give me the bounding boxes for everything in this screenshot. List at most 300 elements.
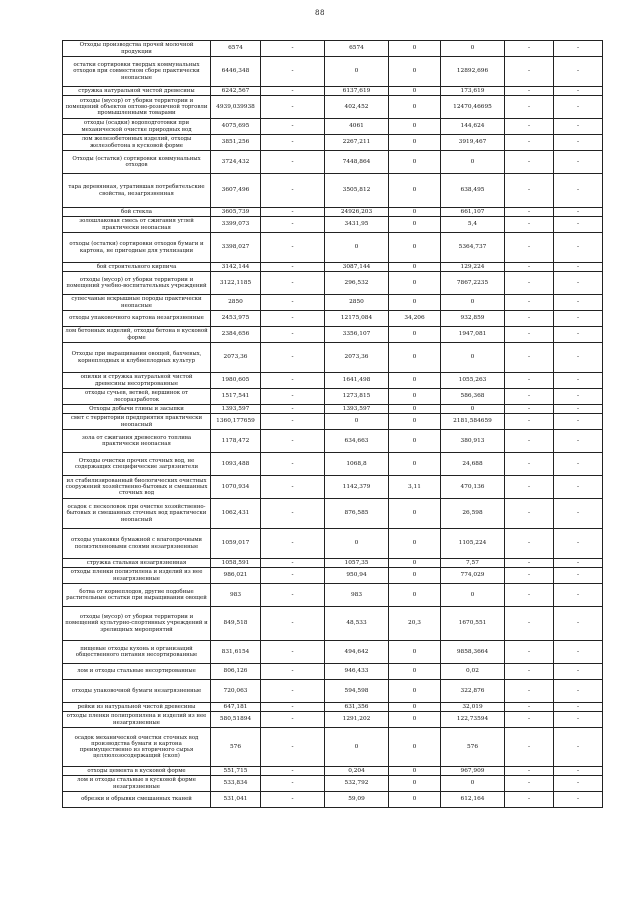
value-cell-c6: - — [505, 295, 554, 311]
value-cell-c5: 0 — [441, 295, 505, 311]
value-cell-c5: 0 — [441, 405, 505, 414]
value-cell-c1: 1393,597 — [211, 405, 261, 414]
table-row — [63, 641, 603, 664]
value-cell-c3: 1057,35 — [325, 559, 389, 568]
value-cell-c4: 0 — [389, 389, 441, 405]
waste-name-cell: лом и отходы стальные в кусковой форме незагрязненные — [63, 776, 211, 792]
value-cell-c5: 2181,584659 — [441, 414, 505, 430]
waste-name-cell: лом железобетонных изделий, отходы железобетона в кусковой форме — [63, 135, 211, 151]
value-cell-c2: - — [261, 405, 325, 414]
value-cell-c6: - — [505, 712, 554, 728]
value-cell-c3: 0 — [325, 57, 389, 87]
value-cell-c6: - — [505, 703, 554, 712]
value-cell-c2: - — [261, 96, 325, 119]
waste-name-cell: бой стекла — [63, 208, 211, 217]
table-row — [63, 776, 603, 792]
value-cell-c2: - — [261, 568, 325, 584]
value-cell-c3: 2073,36 — [325, 343, 389, 373]
value-cell-c5: 0,02 — [441, 664, 505, 680]
value-cell-c1: 2384,656 — [211, 327, 261, 343]
value-cell-c6: - — [505, 664, 554, 680]
value-cell-c7: - — [554, 529, 603, 559]
value-cell-c1: 3607,496 — [211, 174, 261, 208]
value-cell-c1: 1360,177659 — [211, 414, 261, 430]
value-cell-c6: - — [505, 327, 554, 343]
value-cell-c4: 0 — [389, 151, 441, 174]
value-cell-c6: - — [505, 559, 554, 568]
value-cell-c7: - — [554, 641, 603, 664]
value-cell-c6: - — [505, 389, 554, 405]
waste-name-cell: опилки и стружка натуральной чистой древесины несортированные — [63, 373, 211, 389]
table-row — [63, 263, 603, 272]
value-cell-c1: 1059,017 — [211, 529, 261, 559]
waste-name-cell: отходы пленки полипропилена и изделий из нее незагрязненные — [63, 712, 211, 728]
waste-name-cell: отходы пленки полиэтилена и изделий из нее незагрязненные — [63, 568, 211, 584]
value-cell-c5: 144,624 — [441, 119, 505, 135]
value-cell-c6: - — [505, 272, 554, 295]
waste-name-cell: лом и отходы стальные несортированные — [63, 664, 211, 680]
value-cell-c5: 7,57 — [441, 559, 505, 568]
value-cell-c1: 3399,073 — [211, 217, 261, 233]
waste-name-cell: супесчаные вскрышные породы практически неопасные — [63, 295, 211, 311]
value-cell-c7: - — [554, 792, 603, 808]
value-cell-c2: - — [261, 343, 325, 373]
value-cell-c7: - — [554, 389, 603, 405]
value-cell-c1: 6242,567 — [211, 87, 261, 96]
value-cell-c1: 849,518 — [211, 607, 261, 641]
waste-table-body — [63, 41, 603, 808]
value-cell-c3: 0,204 — [325, 767, 389, 776]
value-cell-c2: - — [261, 151, 325, 174]
value-cell-c4: 34,206 — [389, 311, 441, 327]
waste-name-cell: бой строительного кирпича — [63, 263, 211, 272]
table-row — [63, 208, 603, 217]
value-cell-c7: - — [554, 208, 603, 217]
value-cell-c3: 402,452 — [325, 96, 389, 119]
value-cell-c4: 0 — [389, 584, 441, 607]
value-cell-c7: - — [554, 405, 603, 414]
value-cell-c7: - — [554, 776, 603, 792]
value-cell-c3: 0 — [325, 728, 389, 767]
value-cell-c4: 0 — [389, 414, 441, 430]
value-cell-c4: 0 — [389, 233, 441, 263]
value-cell-c5: 0 — [441, 776, 505, 792]
value-cell-c4: 0 — [389, 135, 441, 151]
value-cell-c7: - — [554, 119, 603, 135]
value-cell-c1: 983 — [211, 584, 261, 607]
waste-name-cell: отходы (остатки) сортировки отходов бумаги и картона, не пригодные для утилизации — [63, 233, 211, 263]
value-cell-c2: - — [261, 607, 325, 641]
value-cell-c4: 0 — [389, 272, 441, 295]
table-row — [63, 151, 603, 174]
waste-name-cell: Отходы очистки прочих сточных вод, не содержащих специфические загрязнители — [63, 453, 211, 476]
value-cell-c2: - — [261, 233, 325, 263]
waste-name-cell: Отходы производства прочей молочной продукции — [63, 41, 211, 57]
value-cell-c5: 7867,2235 — [441, 272, 505, 295]
value-cell-c2: - — [261, 41, 325, 57]
value-cell-c2: - — [261, 529, 325, 559]
value-cell-c5: 0 — [441, 584, 505, 607]
value-cell-c2: - — [261, 87, 325, 96]
value-cell-c7: - — [554, 664, 603, 680]
value-cell-c3: 634,663 — [325, 430, 389, 453]
value-cell-c3: 1142,379 — [325, 476, 389, 499]
table-row — [63, 41, 603, 57]
value-cell-c5: 638,495 — [441, 174, 505, 208]
value-cell-c7: - — [554, 295, 603, 311]
value-cell-c3: 1068,8 — [325, 453, 389, 476]
value-cell-c7: - — [554, 272, 603, 295]
value-cell-c3: 0 — [325, 233, 389, 263]
value-cell-c1: 3851,256 — [211, 135, 261, 151]
value-cell-c3: 532,792 — [325, 776, 389, 792]
value-cell-c7: - — [554, 343, 603, 373]
value-cell-c6: - — [505, 57, 554, 87]
waste-name-cell: золошлаковая смесь от сжигания углей практически неопасная — [63, 217, 211, 233]
value-cell-c4: 0 — [389, 559, 441, 568]
value-cell-c6: - — [505, 373, 554, 389]
value-cell-c2: - — [261, 272, 325, 295]
value-cell-c6: - — [505, 405, 554, 414]
value-cell-c6: - — [505, 607, 554, 641]
table-row — [63, 96, 603, 119]
value-cell-c6: - — [505, 119, 554, 135]
value-cell-c3: 876,585 — [325, 499, 389, 529]
value-cell-c7: - — [554, 712, 603, 728]
waste-name-cell: тара деревянная, утратившая потребительские свойства, незагрязненная — [63, 174, 211, 208]
value-cell-c7: - — [554, 217, 603, 233]
waste-name-cell: лом бетонных изделий, отходы бетона в кусковой форме — [63, 327, 211, 343]
value-cell-c6: - — [505, 767, 554, 776]
value-cell-c3: 48,533 — [325, 607, 389, 641]
value-cell-c7: - — [554, 311, 603, 327]
value-cell-c5: 0 — [441, 41, 505, 57]
table-row — [63, 295, 603, 311]
value-cell-c1: 1980,605 — [211, 373, 261, 389]
value-cell-c5: 129,224 — [441, 263, 505, 272]
value-cell-c2: - — [261, 389, 325, 405]
value-cell-c6: - — [505, 776, 554, 792]
value-cell-c5: 26,598 — [441, 499, 505, 529]
table-row — [63, 767, 603, 776]
value-cell-c3: 6574 — [325, 41, 389, 57]
value-cell-c1: 2453,975 — [211, 311, 261, 327]
value-cell-c5: 1947,081 — [441, 327, 505, 343]
value-cell-c3: 494,642 — [325, 641, 389, 664]
value-cell-c2: - — [261, 208, 325, 217]
value-cell-c1: 3398,027 — [211, 233, 261, 263]
value-cell-c7: - — [554, 476, 603, 499]
value-cell-c3: 2850 — [325, 295, 389, 311]
value-cell-c1: 4075,695 — [211, 119, 261, 135]
value-cell-c5: 612,164 — [441, 792, 505, 808]
value-cell-c7: - — [554, 87, 603, 96]
value-cell-c5: 1055,263 — [441, 373, 505, 389]
value-cell-c6: - — [505, 728, 554, 767]
value-cell-c3: 0 — [325, 529, 389, 559]
value-cell-c3: 296,532 — [325, 272, 389, 295]
value-cell-c4: 0 — [389, 568, 441, 584]
table-row — [63, 476, 603, 499]
value-cell-c4: 0 — [389, 217, 441, 233]
value-cell-c3: 3505,812 — [325, 174, 389, 208]
value-cell-c1: 3724,432 — [211, 151, 261, 174]
value-cell-c2: - — [261, 430, 325, 453]
value-cell-c4: 0 — [389, 792, 441, 808]
value-cell-c6: - — [505, 233, 554, 263]
value-cell-c5: 932,859 — [441, 311, 505, 327]
value-cell-c2: - — [261, 373, 325, 389]
waste-name-cell: Отходы при выращивании овощей, бахчевых, корнеплодных и клубнеплодных культур — [63, 343, 211, 373]
value-cell-c3: 950,94 — [325, 568, 389, 584]
value-cell-c1: 580,51894 — [211, 712, 261, 728]
table-row — [63, 453, 603, 476]
value-cell-c4: 0 — [389, 263, 441, 272]
value-cell-c4: 0 — [389, 174, 441, 208]
waste-name-cell: Отходы (остатки) сортировки коммунальных отходов — [63, 151, 211, 174]
value-cell-c7: - — [554, 559, 603, 568]
table-row — [63, 703, 603, 712]
value-cell-c2: - — [261, 703, 325, 712]
value-cell-c7: - — [554, 135, 603, 151]
value-cell-c5: 586,368 — [441, 389, 505, 405]
value-cell-c3: 1393,597 — [325, 405, 389, 414]
table-row — [63, 311, 603, 327]
table-row — [63, 343, 603, 373]
value-cell-c5: 470,136 — [441, 476, 505, 499]
value-cell-c6: - — [505, 792, 554, 808]
waste-name-cell: Отходы добычи глины и засыпки — [63, 405, 211, 414]
value-cell-c5: 12892,696 — [441, 57, 505, 87]
table-row — [63, 712, 603, 728]
value-cell-c4: 0 — [389, 641, 441, 664]
value-cell-c2: - — [261, 776, 325, 792]
value-cell-c6: - — [505, 151, 554, 174]
value-cell-c4: 0 — [389, 529, 441, 559]
waste-name-cell: отходы (мусор) от уборки территории и помещений учебно-воспитательных учреждений — [63, 272, 211, 295]
value-cell-c4: 0 — [389, 57, 441, 87]
value-cell-c3: 12175,084 — [325, 311, 389, 327]
value-cell-c1: 3142,144 — [211, 263, 261, 272]
value-cell-c1: 986,021 — [211, 568, 261, 584]
value-cell-c6: - — [505, 311, 554, 327]
value-cell-c1: 6574 — [211, 41, 261, 57]
value-cell-c1: 1070,934 — [211, 476, 261, 499]
table-row — [63, 499, 603, 529]
value-cell-c6: - — [505, 41, 554, 57]
value-cell-c6: - — [505, 584, 554, 607]
value-cell-c6: - — [505, 641, 554, 664]
value-cell-c6: - — [505, 96, 554, 119]
waste-name-cell: отходы упаковки бумажной с влагопрочными полиэтиленовыми слоями незагрязненные — [63, 529, 211, 559]
value-cell-c4: 0 — [389, 712, 441, 728]
value-cell-c6: - — [505, 430, 554, 453]
value-cell-c4: 0 — [389, 41, 441, 57]
value-cell-c1: 551,715 — [211, 767, 261, 776]
value-cell-c3: 946,433 — [325, 664, 389, 680]
value-cell-c1: 1062,431 — [211, 499, 261, 529]
value-cell-c1: 6446,348 — [211, 57, 261, 87]
value-cell-c4: 0 — [389, 430, 441, 453]
value-cell-c7: - — [554, 430, 603, 453]
table-row — [63, 272, 603, 295]
waste-name-cell: отходы упаковочного картона незагрязненные — [63, 311, 211, 327]
value-cell-c4: 0 — [389, 373, 441, 389]
table-row — [63, 529, 603, 559]
value-cell-c2: - — [261, 174, 325, 208]
value-cell-c2: - — [261, 311, 325, 327]
table-row — [63, 568, 603, 584]
value-cell-c3: 1291,202 — [325, 712, 389, 728]
value-cell-c1: 2073,36 — [211, 343, 261, 373]
value-cell-c1: 647,181 — [211, 703, 261, 712]
value-cell-c5: 576 — [441, 728, 505, 767]
value-cell-c5: 1105,224 — [441, 529, 505, 559]
waste-name-cell: рейки из натуральной чистой древесины — [63, 703, 211, 712]
value-cell-c3: 1273,815 — [325, 389, 389, 405]
value-cell-c1: 533,834 — [211, 776, 261, 792]
value-cell-c6: - — [505, 208, 554, 217]
value-cell-c5: 774,029 — [441, 568, 505, 584]
table-row — [63, 174, 603, 208]
value-cell-c6: - — [505, 414, 554, 430]
value-cell-c2: - — [261, 414, 325, 430]
value-cell-c1: 3122,1185 — [211, 272, 261, 295]
value-cell-c4: 0 — [389, 703, 441, 712]
value-cell-c6: - — [505, 343, 554, 373]
table-row — [63, 414, 603, 430]
value-cell-c6: - — [505, 680, 554, 703]
value-cell-c6: - — [505, 453, 554, 476]
waste-name-cell: пищевые отходы кухонь и организаций общественного питания несортированные — [63, 641, 211, 664]
value-cell-c1: 1058,591 — [211, 559, 261, 568]
value-cell-c2: - — [261, 453, 325, 476]
value-cell-c4: 0 — [389, 499, 441, 529]
value-cell-c6: - — [505, 568, 554, 584]
table-row — [63, 57, 603, 87]
value-cell-c2: - — [261, 767, 325, 776]
table-row — [63, 792, 603, 808]
table-row — [63, 135, 603, 151]
value-cell-c3: 6137,619 — [325, 87, 389, 96]
value-cell-c5: 1670,551 — [441, 607, 505, 641]
value-cell-c6: - — [505, 263, 554, 272]
value-cell-c2: - — [261, 559, 325, 568]
value-cell-c2: - — [261, 499, 325, 529]
page-number: 88 — [315, 9, 325, 17]
value-cell-c7: - — [554, 174, 603, 208]
value-cell-c7: - — [554, 453, 603, 476]
value-cell-c6: - — [505, 529, 554, 559]
value-cell-c1: 4939,039938 — [211, 96, 261, 119]
value-cell-c6: - — [505, 174, 554, 208]
table-row — [63, 87, 603, 96]
table-row — [63, 584, 603, 607]
value-cell-c7: - — [554, 57, 603, 87]
table-row — [63, 405, 603, 414]
waste-name-cell: осадок механической очистки сточных вод производства бумаги и картона преимущественно из вторичного сырья целлюлозосодержащий (скоп) — [63, 728, 211, 767]
value-cell-c5: 3919,467 — [441, 135, 505, 151]
value-cell-c2: - — [261, 119, 325, 135]
value-cell-c4: 0 — [389, 453, 441, 476]
value-cell-c1: 576 — [211, 728, 261, 767]
value-cell-c5: 173,619 — [441, 87, 505, 96]
value-cell-c3: 7448,864 — [325, 151, 389, 174]
value-cell-c5: 5,4 — [441, 217, 505, 233]
value-cell-c7: - — [554, 607, 603, 641]
table-row — [63, 430, 603, 453]
table-row — [63, 559, 603, 568]
value-cell-c7: - — [554, 499, 603, 529]
value-cell-c5: 24,688 — [441, 453, 505, 476]
value-cell-c5: 32,019 — [441, 703, 505, 712]
value-cell-c1: 1178,472 — [211, 430, 261, 453]
value-cell-c7: - — [554, 728, 603, 767]
value-cell-c1: 831,6154 — [211, 641, 261, 664]
value-cell-c2: - — [261, 584, 325, 607]
value-cell-c1: 531,041 — [211, 792, 261, 808]
value-cell-c2: - — [261, 327, 325, 343]
value-cell-c2: - — [261, 135, 325, 151]
value-cell-c7: - — [554, 767, 603, 776]
waste-name-cell: отходы упаковочной бумаги незагрязненные — [63, 680, 211, 703]
value-cell-c7: - — [554, 680, 603, 703]
waste-name-cell: осадок с песколовок при очистке хозяйственно-бытовых и смешанных сточных вод практически неопасный — [63, 499, 211, 529]
value-cell-c5: 661,107 — [441, 208, 505, 217]
value-cell-c5: 0 — [441, 343, 505, 373]
value-cell-c5: 12470,46695 — [441, 96, 505, 119]
table-row — [63, 373, 603, 389]
value-cell-c3: 3087,144 — [325, 263, 389, 272]
value-cell-c2: - — [261, 476, 325, 499]
value-cell-c2: - — [261, 712, 325, 728]
value-cell-c5: 322,876 — [441, 680, 505, 703]
value-cell-c6: - — [505, 135, 554, 151]
table-row — [63, 119, 603, 135]
value-cell-c2: - — [261, 680, 325, 703]
value-cell-c3: 3431,95 — [325, 217, 389, 233]
value-cell-c7: - — [554, 41, 603, 57]
value-cell-c4: 3,11 — [389, 476, 441, 499]
value-cell-c4: 0 — [389, 664, 441, 680]
value-cell-c1: 806,126 — [211, 664, 261, 680]
value-cell-c2: - — [261, 728, 325, 767]
value-cell-c1: 3605,739 — [211, 208, 261, 217]
value-cell-c7: - — [554, 327, 603, 343]
value-cell-c4: 0 — [389, 327, 441, 343]
value-cell-c3: 1641,498 — [325, 373, 389, 389]
value-cell-c7: - — [554, 263, 603, 272]
waste-name-cell: отходы цемента в кусковой форме — [63, 767, 211, 776]
value-cell-c2: - — [261, 263, 325, 272]
value-cell-c6: - — [505, 217, 554, 233]
value-cell-c4: 0 — [389, 208, 441, 217]
value-cell-c3: 4061 — [325, 119, 389, 135]
value-cell-c3: 3356,107 — [325, 327, 389, 343]
value-cell-c6: - — [505, 87, 554, 96]
value-cell-c3: 983 — [325, 584, 389, 607]
value-cell-c2: - — [261, 217, 325, 233]
value-cell-c5: 5364,737 — [441, 233, 505, 263]
value-cell-c4: 0 — [389, 343, 441, 373]
value-cell-c3: 594,598 — [325, 680, 389, 703]
waste-table — [62, 40, 603, 808]
value-cell-c7: - — [554, 96, 603, 119]
value-cell-c7: - — [554, 414, 603, 430]
value-cell-c3: 0 — [325, 414, 389, 430]
value-cell-c4: 0 — [389, 767, 441, 776]
value-cell-c4: 0 — [389, 680, 441, 703]
